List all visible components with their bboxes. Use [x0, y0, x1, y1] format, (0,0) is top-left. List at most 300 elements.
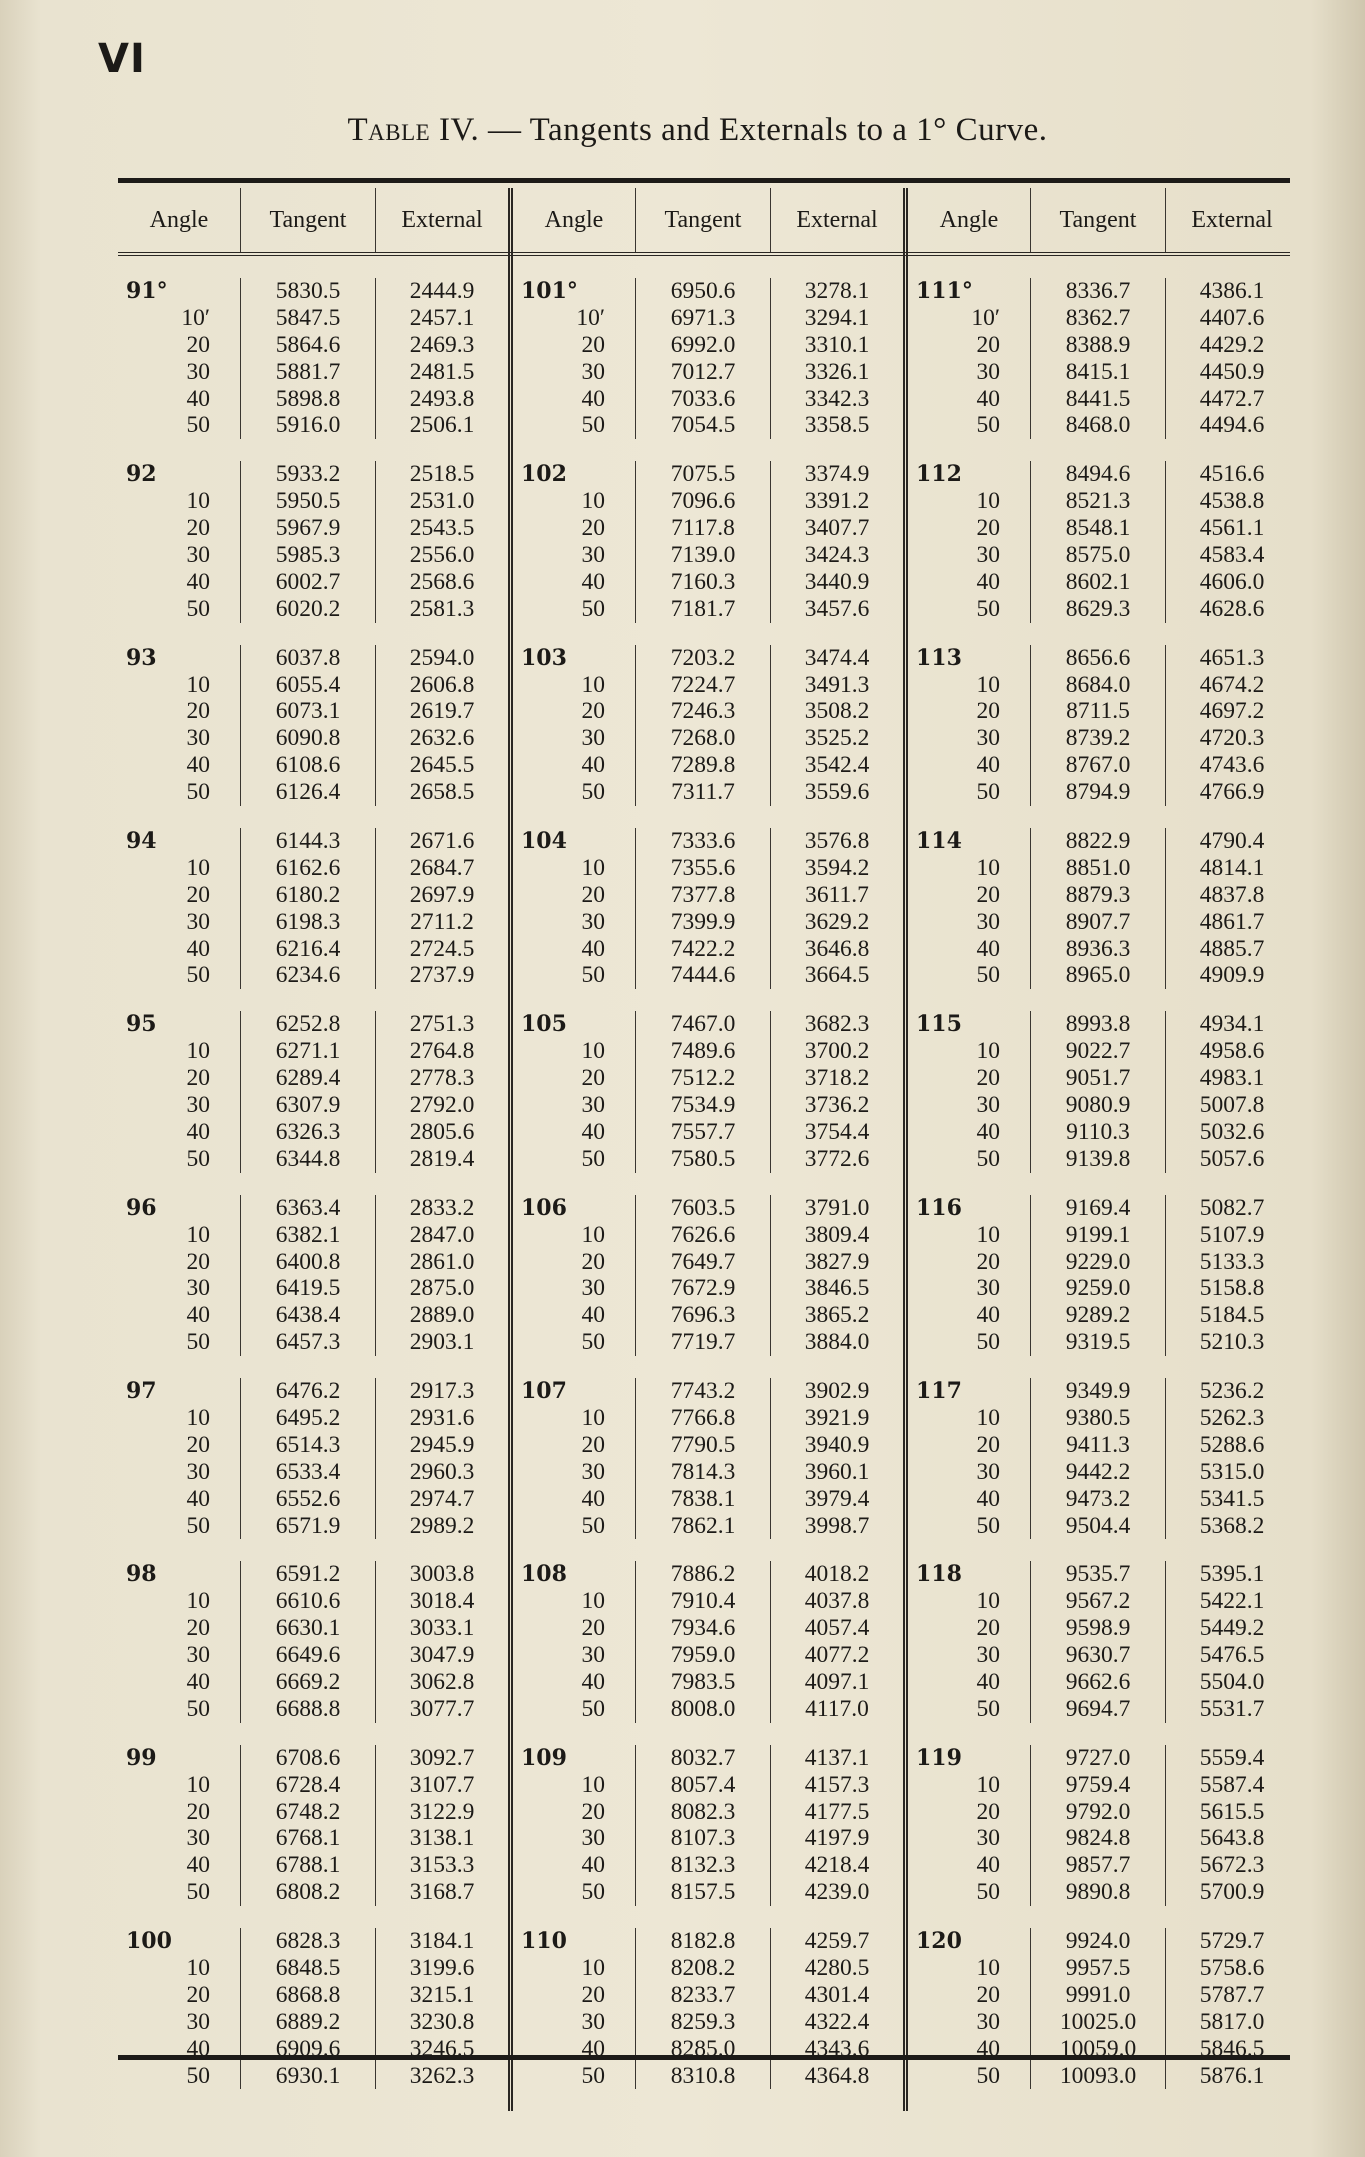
angle-minutes: 30: [186, 2008, 210, 2035]
tangent-value: 6180.2: [240, 882, 375, 909]
table-row: [513, 1378, 903, 1405]
table-row: [513, 2009, 903, 2036]
external-value: 2568.6: [375, 569, 508, 596]
angle-minutes: 20: [186, 1798, 210, 1825]
external-value: 3018.4: [375, 1588, 508, 1615]
angle-cell: [908, 1745, 1030, 1772]
table-row: [513, 962, 903, 989]
external-value: 5107.9: [1165, 1222, 1298, 1249]
table-panel: [508, 188, 903, 2111]
angle-degrees: 109: [521, 1744, 567, 1771]
external-value: 4407.6: [1165, 305, 1298, 332]
external-value: 4117.0: [770, 1696, 903, 1723]
table-row: [118, 1669, 508, 1696]
external-value: 4909.9: [1165, 962, 1298, 989]
external-value: 5422.1: [1165, 1588, 1298, 1615]
external-value: 4674.2: [1165, 672, 1298, 699]
angle-minutes: 10: [186, 1404, 210, 1431]
table-row: [513, 1879, 903, 1906]
tangent-value: 6400.8: [240, 1249, 375, 1276]
angle-minutes: 10: [976, 1954, 1000, 1981]
tangent-value: 9598.9: [1030, 1615, 1165, 1642]
angle-degrees: 116: [916, 1194, 962, 1221]
angle-minutes: 50: [186, 779, 210, 806]
table-row: [118, 332, 508, 359]
tangent-value: 8259.3: [635, 2009, 770, 2036]
external-value: 4077.2: [770, 1642, 903, 1669]
external-value: 4037.8: [770, 1588, 903, 1615]
table-row: [513, 1065, 903, 1092]
table-row: [118, 698, 508, 725]
tangent-value: 6708.6: [240, 1745, 375, 1772]
tangent-value: 7886.2: [635, 1561, 770, 1588]
angle-minutes: 10: [186, 1221, 210, 1248]
angle-cell: [118, 1011, 240, 1038]
table-row: [118, 1772, 508, 1799]
tangent-value: 6326.3: [240, 1119, 375, 1146]
table-row: [513, 1615, 903, 1642]
table-row: [908, 1615, 1298, 1642]
external-value: 5032.6: [1165, 1119, 1298, 1146]
table-title: [0, 112, 1365, 149]
page-number: VI: [98, 36, 146, 82]
degree-group: [118, 1011, 508, 1172]
angle-minutes: 10: [976, 671, 1000, 698]
table-row: [513, 1329, 903, 1356]
tangent-value: 6630.1: [240, 1615, 375, 1642]
angle-minutes: 10: [581, 1954, 605, 1981]
degree-group: [908, 1928, 1298, 2089]
table-row: [513, 1513, 903, 1540]
tangent-value: 9022.7: [1030, 1038, 1165, 1065]
table-row: [513, 1119, 903, 1146]
angle-minutes: 40: [186, 568, 210, 595]
external-value: 3138.1: [375, 1825, 508, 1852]
angle-cell: [908, 1092, 1030, 1119]
tangent-value: 6382.1: [240, 1222, 375, 1249]
table-row: [513, 1146, 903, 1173]
angle-cell: [513, 1799, 635, 1826]
table-row: [118, 779, 508, 806]
tangent-value: 6828.3: [240, 1928, 375, 1955]
table-row: [513, 332, 903, 359]
angle-cell: [908, 909, 1030, 936]
external-value: 3391.2: [770, 488, 903, 515]
angle-minutes: 10: [581, 671, 605, 698]
angle-minutes: 10: [581, 1221, 605, 1248]
external-value: 5817.0: [1165, 2009, 1298, 2036]
tangent-value: 8468.0: [1030, 412, 1165, 439]
table-row: [118, 1799, 508, 1826]
angle-minutes: 30: [976, 1458, 1000, 1485]
table-row: [118, 569, 508, 596]
external-value: 3003.8: [375, 1561, 508, 1588]
external-value: 3047.9: [375, 1642, 508, 1669]
angle-minutes: 50: [976, 595, 1000, 622]
angle-cell: [118, 1146, 240, 1173]
angle-cell: [118, 1772, 240, 1799]
angle-minutes: 20: [186, 331, 210, 358]
angle-minutes: 40: [186, 385, 210, 412]
external-value: 2671.6: [375, 828, 508, 855]
table-row: [513, 672, 903, 699]
external-value: 3576.8: [770, 828, 903, 855]
table-row: [118, 645, 508, 672]
angle-minutes: 30: [186, 1458, 210, 1485]
table-row: [118, 1825, 508, 1852]
external-value: 2974.7: [375, 1486, 508, 1513]
table-row: [908, 725, 1298, 752]
angle-cell: [118, 962, 240, 989]
tangent-value: 5847.5: [240, 305, 375, 332]
tangent-value: 7033.6: [635, 386, 770, 413]
table-row: [513, 1195, 903, 1222]
angle-cell: [118, 1745, 240, 1772]
degree-group: [118, 1745, 508, 1906]
angle-cell: [908, 1982, 1030, 2009]
angle-minutes: 20: [976, 331, 1000, 358]
angle-cell: [118, 1195, 240, 1222]
tangent-value: 6144.3: [240, 828, 375, 855]
external-value: 3664.5: [770, 962, 903, 989]
tangent-value: 6649.6: [240, 1642, 375, 1669]
header-tangent: Tangent: [635, 188, 770, 252]
angle-minutes: 20: [581, 1981, 605, 2008]
external-value: 4651.3: [1165, 645, 1298, 672]
tangent-value: 6162.6: [240, 855, 375, 882]
external-value: 3700.2: [770, 1038, 903, 1065]
tangent-value: 8548.1: [1030, 515, 1165, 542]
angle-cell: [118, 515, 240, 542]
external-value: 4301.4: [770, 1982, 903, 2009]
angle-cell: [513, 828, 635, 855]
external-value: 5341.5: [1165, 1486, 1298, 1513]
tangent-value: 7696.3: [635, 1302, 770, 1329]
external-value: 3846.5: [770, 1275, 903, 1302]
angle-cell: [908, 1432, 1030, 1459]
tangent-value: 7444.6: [635, 962, 770, 989]
external-value: 5082.7: [1165, 1195, 1298, 1222]
tangent-value: 6234.6: [240, 962, 375, 989]
angle-minutes: 50: [581, 412, 605, 439]
angle-minutes: 30: [976, 1825, 1000, 1852]
angle-cell: [513, 698, 635, 725]
table-row: [908, 1119, 1298, 1146]
degree-group: [513, 828, 903, 989]
external-value: 5057.6: [1165, 1146, 1298, 1173]
external-value: 4538.8: [1165, 488, 1298, 515]
external-value: 2903.1: [375, 1329, 508, 1356]
table-row: [118, 1378, 508, 1405]
tangent-value: 6788.1: [240, 1852, 375, 1879]
external-value: 3215.1: [375, 1982, 508, 2009]
degree-group: [513, 461, 903, 622]
angle-minutes: 50: [186, 2062, 210, 2089]
angle-degrees: 118: [916, 1561, 962, 1588]
angle-minutes: 40: [186, 1668, 210, 1695]
angle-cell: [908, 461, 1030, 488]
angle-minutes: 50: [581, 962, 605, 989]
external-value: 3772.6: [770, 1146, 903, 1173]
angle-cell: [908, 1405, 1030, 1432]
external-value: 4583.4: [1165, 542, 1298, 569]
angle-minutes: 50: [186, 1879, 210, 1906]
tangent-value: 9110.3: [1030, 1119, 1165, 1146]
table-row: [118, 542, 508, 569]
angle-minutes: 30: [186, 1275, 210, 1302]
table-row: [118, 1275, 508, 1302]
angle-cell: [908, 515, 1030, 542]
angle-minutes: 20: [976, 698, 1000, 725]
angle-cell: [118, 1513, 240, 1540]
external-value: 2581.3: [375, 596, 508, 623]
angle-degrees: 117: [916, 1378, 962, 1405]
tangent-value: 9229.0: [1030, 1249, 1165, 1276]
external-value: 3736.2: [770, 1092, 903, 1119]
tangent-value: 6571.9: [240, 1513, 375, 1540]
angle-degrees: 91°: [126, 278, 168, 304]
external-value: 2556.0: [375, 542, 508, 569]
angle-cell: [513, 1615, 635, 1642]
tangent-value: 8629.3: [1030, 596, 1165, 623]
angle-cell: [908, 752, 1030, 779]
table-row: [513, 542, 903, 569]
angle-cell: [908, 882, 1030, 909]
tangent-value: 6808.2: [240, 1879, 375, 1906]
external-value: 4837.8: [1165, 882, 1298, 909]
table-row: [118, 882, 508, 909]
tangent-value: 8233.7: [635, 1982, 770, 2009]
angle-cell: [513, 1222, 635, 1249]
angle-cell: [513, 461, 635, 488]
tangent-value: 7534.9: [635, 1092, 770, 1119]
tangent-value: 7766.8: [635, 1405, 770, 1432]
angle-cell: [118, 1432, 240, 1459]
angle-cell: [118, 779, 240, 806]
tangent-value: 8822.9: [1030, 828, 1165, 855]
angle-cell: [118, 1615, 240, 1642]
angle-minutes: 50: [581, 1145, 605, 1172]
tangent-value: 7489.6: [635, 1038, 770, 1065]
angle-minutes: 10: [581, 488, 605, 515]
external-value: 4958.6: [1165, 1038, 1298, 1065]
table-row: [908, 596, 1298, 623]
angle-degrees: 106: [521, 1194, 567, 1221]
table-row: [513, 1982, 903, 2009]
angle-cell: [118, 1955, 240, 1982]
table-row: [513, 779, 903, 806]
angle-minutes: 10: [186, 671, 210, 698]
tangent-value: 8936.3: [1030, 936, 1165, 963]
tangent-value: 7672.9: [635, 1275, 770, 1302]
external-value: 3440.9: [770, 569, 903, 596]
external-value: 3033.1: [375, 1615, 508, 1642]
angle-cell: [908, 1588, 1030, 1615]
external-value: 4983.1: [1165, 1065, 1298, 1092]
tangent-value: 6909.6: [240, 2036, 375, 2063]
angle-cell: [118, 359, 240, 386]
external-value: 4561.1: [1165, 515, 1298, 542]
tangent-value: 9411.3: [1030, 1432, 1165, 1459]
external-value: 4516.6: [1165, 461, 1298, 488]
tangent-value: 9694.7: [1030, 1696, 1165, 1723]
header-tangent: Tangent: [1030, 188, 1165, 252]
external-value: 5007.8: [1165, 1092, 1298, 1119]
angle-minutes: 40: [581, 1302, 605, 1329]
table-row: [908, 2063, 1298, 2090]
angle-minutes: 20: [976, 1065, 1000, 1092]
angle-cell: [513, 1669, 635, 1696]
tangent-value: 9857.7: [1030, 1852, 1165, 1879]
tangent-value: 10093.0: [1030, 2063, 1165, 2090]
angle-cell: [513, 2063, 635, 2090]
table-row: [908, 1195, 1298, 1222]
angle-cell: [118, 1696, 240, 1723]
external-value: 2945.9: [375, 1432, 508, 1459]
degree-group: [513, 278, 903, 439]
angle-cell: [908, 1146, 1030, 1173]
external-value: 3294.1: [770, 305, 903, 332]
angle-cell: [908, 1329, 1030, 1356]
angle-minutes: 20: [976, 1248, 1000, 1275]
table-row: [908, 1378, 1298, 1405]
angle-cell: [513, 1561, 635, 1588]
angle-minutes: 30: [186, 1092, 210, 1119]
angle-cell: [513, 1879, 635, 1906]
angle-minutes: 30: [581, 1642, 605, 1669]
table-row: [513, 1302, 903, 1329]
angle-degrees: 101°: [521, 278, 578, 304]
tangent-value: 5950.5: [240, 488, 375, 515]
external-value: 3902.9: [770, 1378, 903, 1405]
external-value: 3865.2: [770, 1302, 903, 1329]
external-value: 4720.3: [1165, 725, 1298, 752]
tangent-value: 7790.5: [635, 1432, 770, 1459]
angle-cell: [118, 1669, 240, 1696]
table-row: [118, 1119, 508, 1146]
tangent-value: 6002.7: [240, 569, 375, 596]
angle-cell: [908, 359, 1030, 386]
angle-cell: [118, 278, 240, 305]
tangent-value: 7934.6: [635, 1615, 770, 1642]
table-row: [908, 936, 1298, 963]
angle-cell: [908, 1852, 1030, 1879]
external-value: 3092.7: [375, 1745, 508, 1772]
degree-group: [908, 1745, 1298, 1906]
angle-cell: [908, 596, 1030, 623]
tangent-value: 8684.0: [1030, 672, 1165, 699]
tangent-value: 8310.8: [635, 2063, 770, 2090]
angle-cell: [513, 1486, 635, 1513]
angle-minutes: 40: [581, 2035, 605, 2062]
tangent-value: 6198.3: [240, 909, 375, 936]
external-value: 4814.1: [1165, 855, 1298, 882]
angle-degrees: 119: [916, 1744, 962, 1771]
table-row: [908, 1038, 1298, 1065]
degree-group: [908, 1011, 1298, 1172]
external-value: 5504.0: [1165, 1669, 1298, 1696]
table-row: [513, 698, 903, 725]
angle-cell: [513, 1696, 635, 1723]
tangent-value: 5898.8: [240, 386, 375, 413]
angle-cell: [513, 1146, 635, 1173]
table-row: [908, 488, 1298, 515]
tangent-value: 8794.9: [1030, 779, 1165, 806]
external-value: 3998.7: [770, 1513, 903, 1540]
tangent-value: 10025.0: [1030, 2009, 1165, 2036]
angle-minutes: 20: [581, 698, 605, 725]
degree-group: [908, 1195, 1298, 1356]
table-row: [908, 1249, 1298, 1276]
angle-minutes: 50: [976, 779, 1000, 806]
tangent-value: 5881.7: [240, 359, 375, 386]
table-row: [513, 1038, 903, 1065]
angle-minutes: 20: [976, 1431, 1000, 1458]
angle-cell: [908, 1302, 1030, 1329]
angle-minutes: 40: [581, 568, 605, 595]
tangent-value: 6216.4: [240, 936, 375, 963]
tangent-value: 7603.5: [635, 1195, 770, 1222]
table-row: [908, 1928, 1298, 1955]
tangent-value: 9080.9: [1030, 1092, 1165, 1119]
angle-minutes: 40: [976, 1302, 1000, 1329]
angle-cell: [908, 1772, 1030, 1799]
table-row: [118, 596, 508, 623]
table-row: [513, 569, 903, 596]
external-value: 5615.5: [1165, 1799, 1298, 1826]
angle-cell: [513, 1642, 635, 1669]
tangent-value: 8388.9: [1030, 332, 1165, 359]
angle-degrees: 95: [126, 1011, 157, 1038]
angle-cell: [513, 936, 635, 963]
angle-cell: [908, 672, 1030, 699]
angle-cell: [118, 1302, 240, 1329]
angle-cell: [118, 909, 240, 936]
angle-cell: [118, 855, 240, 882]
external-value: 3827.9: [770, 1249, 903, 1276]
external-value: 4861.7: [1165, 909, 1298, 936]
table-row: [908, 779, 1298, 806]
angle-minutes: 30: [581, 1092, 605, 1119]
table-row: [908, 305, 1298, 332]
external-value: 4343.6: [770, 2036, 903, 2063]
tangent-value: 9535.7: [1030, 1561, 1165, 1588]
external-value: 4018.2: [770, 1561, 903, 1588]
angle-degrees: 114: [916, 828, 962, 855]
table-row: [513, 1696, 903, 1723]
angle-minutes: 20: [581, 515, 605, 542]
angle-cell: [908, 488, 1030, 515]
angle-minutes: 40: [581, 1852, 605, 1879]
angle-minutes: 20: [581, 1798, 605, 1825]
angle-minutes: 30: [581, 725, 605, 752]
angle-minutes: 30: [976, 358, 1000, 385]
angle-cell: [908, 305, 1030, 332]
tangent-value: 5933.2: [240, 461, 375, 488]
angle-minutes: 20: [186, 515, 210, 542]
table-row: [908, 461, 1298, 488]
degree-group: [513, 1011, 903, 1172]
angle-cell: [513, 1745, 635, 1772]
tangent-value: 8057.4: [635, 1772, 770, 1799]
angle-minutes: 50: [186, 1145, 210, 1172]
tangent-value: 7224.7: [635, 672, 770, 699]
angle-cell: [908, 1928, 1030, 1955]
tangent-value: 6020.2: [240, 596, 375, 623]
tangent-value: 6438.4: [240, 1302, 375, 1329]
tangent-value: 8521.3: [1030, 488, 1165, 515]
table-row: [118, 278, 508, 305]
